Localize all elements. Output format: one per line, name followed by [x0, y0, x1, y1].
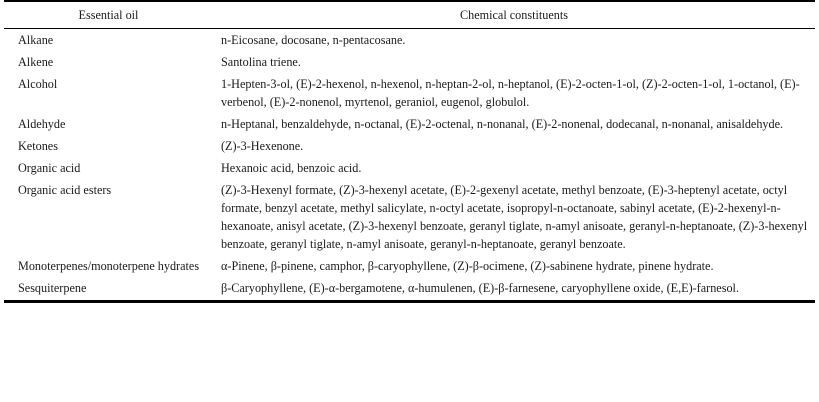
table-row	[4, 157, 815, 179]
category-cell: Alcohol	[18, 77, 58, 91]
essential-oil-table-container	[4, 0, 815, 303]
constituents-cell: Santolina triene.	[221, 55, 301, 69]
category-cell: Sesquiterpene	[4, 277, 213, 302]
essential-oil-table	[4, 0, 815, 303]
category-cell: Organic acid	[18, 161, 81, 175]
table-row	[4, 179, 815, 255]
constituents-cell: β-Caryophyllene, (E)-α-bergamotene, α-humulenen, (E)-β-farnesene, caryophyllene oxide, (E,E)-farnesol.	[213, 277, 815, 302]
constituents-cell: 1-Hepten-3-ol, (E)-2-hexenol, n-hexenol, n-heptan-2-ol, n-heptanol, (E)-2-octen-1-ol, (Z)-2-octen-1-ol, 1-octanol, (E)-verbenol, (E)-2-nonenol, myrtenol, geraniol, eugenol, globulol.	[221, 77, 800, 109]
category-cell: Aldehyde	[18, 117, 66, 131]
constituents-cell: (Z)-3-Hexenyl formate, (Z)-3-hexenyl acetate, (E)-2-gexenyl acetate, methyl benzoate, (E)-3-heptenyl acetate, octyl formate, benzyl acetate, methyl salicylate, n-octyl acetate, isopropyl-n-octanoate, sabinyl acetate, (E)-2-hexenyl-n-hexanoate, anisyl acetate, (Z)-3-hexenyl benzoate, geranyl tiglate, n-amyl anisoate, geranyl-n-heptanoate, (Z)-3-hexenyl benzoate, geranyl tiglate, n-amyl anisoate, geranyl-n-heptanoate, geranyl benzoate.	[221, 183, 808, 251]
category-cell: Alkane	[18, 33, 54, 47]
table-row	[4, 29, 815, 52]
table-row	[4, 255, 815, 277]
constituents-cell: n-Heptanal, benzaldehyde, n-octanal, (E)-2-octenal, n-nonanal, (E)-2-nonenal, dodecanal, n-nonanal, anisaldehyde.	[221, 117, 784, 131]
table-header-row	[4, 1, 815, 29]
header-chemical-constituents: Chemical constituents	[213, 1, 815, 29]
constituents-cell: α-Pinene, β-pinene, camphor, β-caryophyllene, (Z)-β-ocimene, (Z)-sabinene hydrate, pinene hydrate.	[221, 259, 714, 273]
table-row	[4, 277, 815, 302]
header-essential-oil: Essential oil	[4, 1, 213, 29]
constituents-cell: Hexanoic acid, benzoic acid.	[221, 161, 362, 175]
table-row	[4, 51, 815, 73]
constituents-cell: (Z)-3-Hexenone.	[221, 139, 304, 153]
category-cell: Ketones	[18, 139, 58, 153]
table-row	[4, 73, 815, 113]
table-row	[4, 135, 815, 157]
category-cell: Alkene	[18, 55, 54, 69]
category-cell: Monoterpenes/monoterpene hydrates	[18, 259, 200, 273]
constituents-cell: n-Eicosane, docosane, n-pentacosane.	[221, 33, 406, 47]
table-row	[4, 113, 815, 135]
category-cell: Organic acid esters	[18, 183, 112, 197]
